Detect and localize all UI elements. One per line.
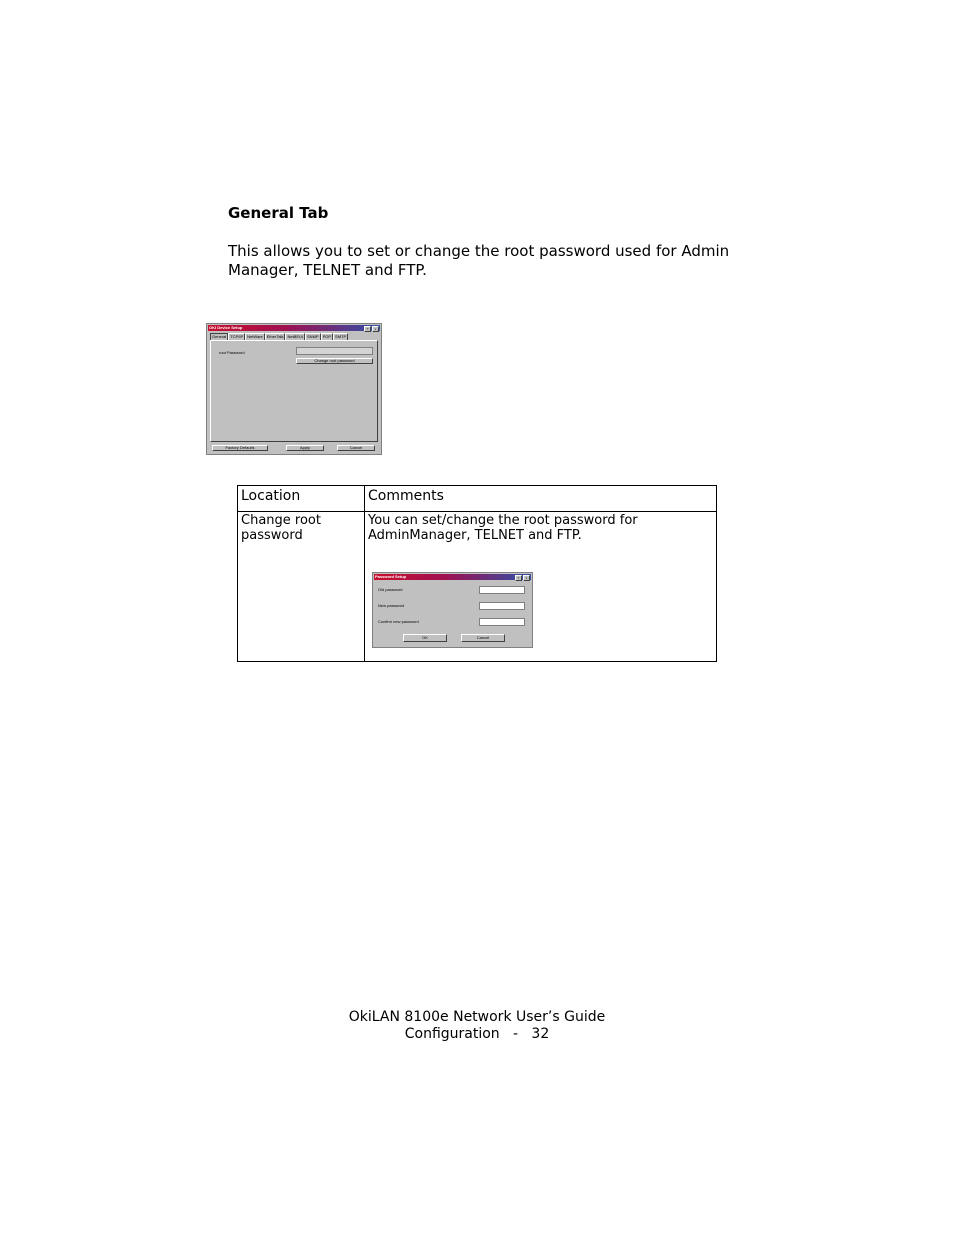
tab-general[interactable]: General [212,334,227,339]
device-dialog-title-buttons [364,326,379,332]
table-header-divider [238,511,716,512]
cancel-button[interactable]: Cancel [337,445,375,451]
old-password-label: Old password [378,587,403,592]
ok-button[interactable]: OK [403,634,447,642]
tab-pop[interactable]: POP [322,334,332,339]
device-setup-dialog [206,323,382,455]
cell-location: Change root password [241,513,321,543]
section-heading: General Tab [228,204,329,222]
footer-guide-title: OkiLAN 8100e Network User’s Guide [348,1009,606,1025]
device-dialog-title: OKI Device Setup [209,325,243,330]
confirm-password-label: Confirm new password [378,619,419,624]
footer-page-number: Configuration - 32 [404,1026,550,1042]
table-column-divider [364,486,365,661]
help-icon[interactable]: ? [364,326,371,332]
close-icon[interactable]: x [523,575,530,581]
header-location: Location [241,488,301,504]
tab-netbeui[interactable]: NetBEUI [287,334,304,339]
factory-defaults-button[interactable]: Factory Defaults [212,445,268,451]
new-password-label: New password [378,603,405,608]
root-password-field[interactable] [296,347,373,355]
password-setup-dialog [372,572,533,648]
device-dialog-titlebar [208,325,380,331]
tab-smtp[interactable]: SMTP [335,334,347,339]
tab-ethertalk[interactable]: EtherTalk [266,334,284,339]
root-password-label: root Password [219,350,245,355]
apply-button[interactable]: Apply [286,445,324,451]
password-dialog-titlebar [374,574,531,580]
cancel-button[interactable]: Cancel [461,634,505,642]
header-comments: Comments [368,488,444,504]
tab-tcpip[interactable]: TCP/IP [230,334,244,339]
change-root-password-button[interactable]: Change root password [296,358,373,364]
password-dialog-title-buttons [515,575,530,581]
password-dialog-title: Password Setup [375,574,407,579]
help-icon[interactable]: ? [515,575,522,581]
intro-paragraph: This allows you to set or change the root password used for Admin Manager, TELNET and FTP. [228,242,730,279]
general-tab-panel [210,340,378,442]
old-password-field[interactable] [479,586,525,594]
confirm-password-field[interactable] [479,618,525,626]
tab-netware[interactable]: NetWare [247,334,263,339]
tab-snmp[interactable]: SNMP [307,334,319,339]
new-password-field[interactable] [479,602,525,610]
close-icon[interactable]: x [372,326,379,332]
cell-comments: You can set/change the root password for AdminManager, TELNET and FTP. [368,513,638,543]
